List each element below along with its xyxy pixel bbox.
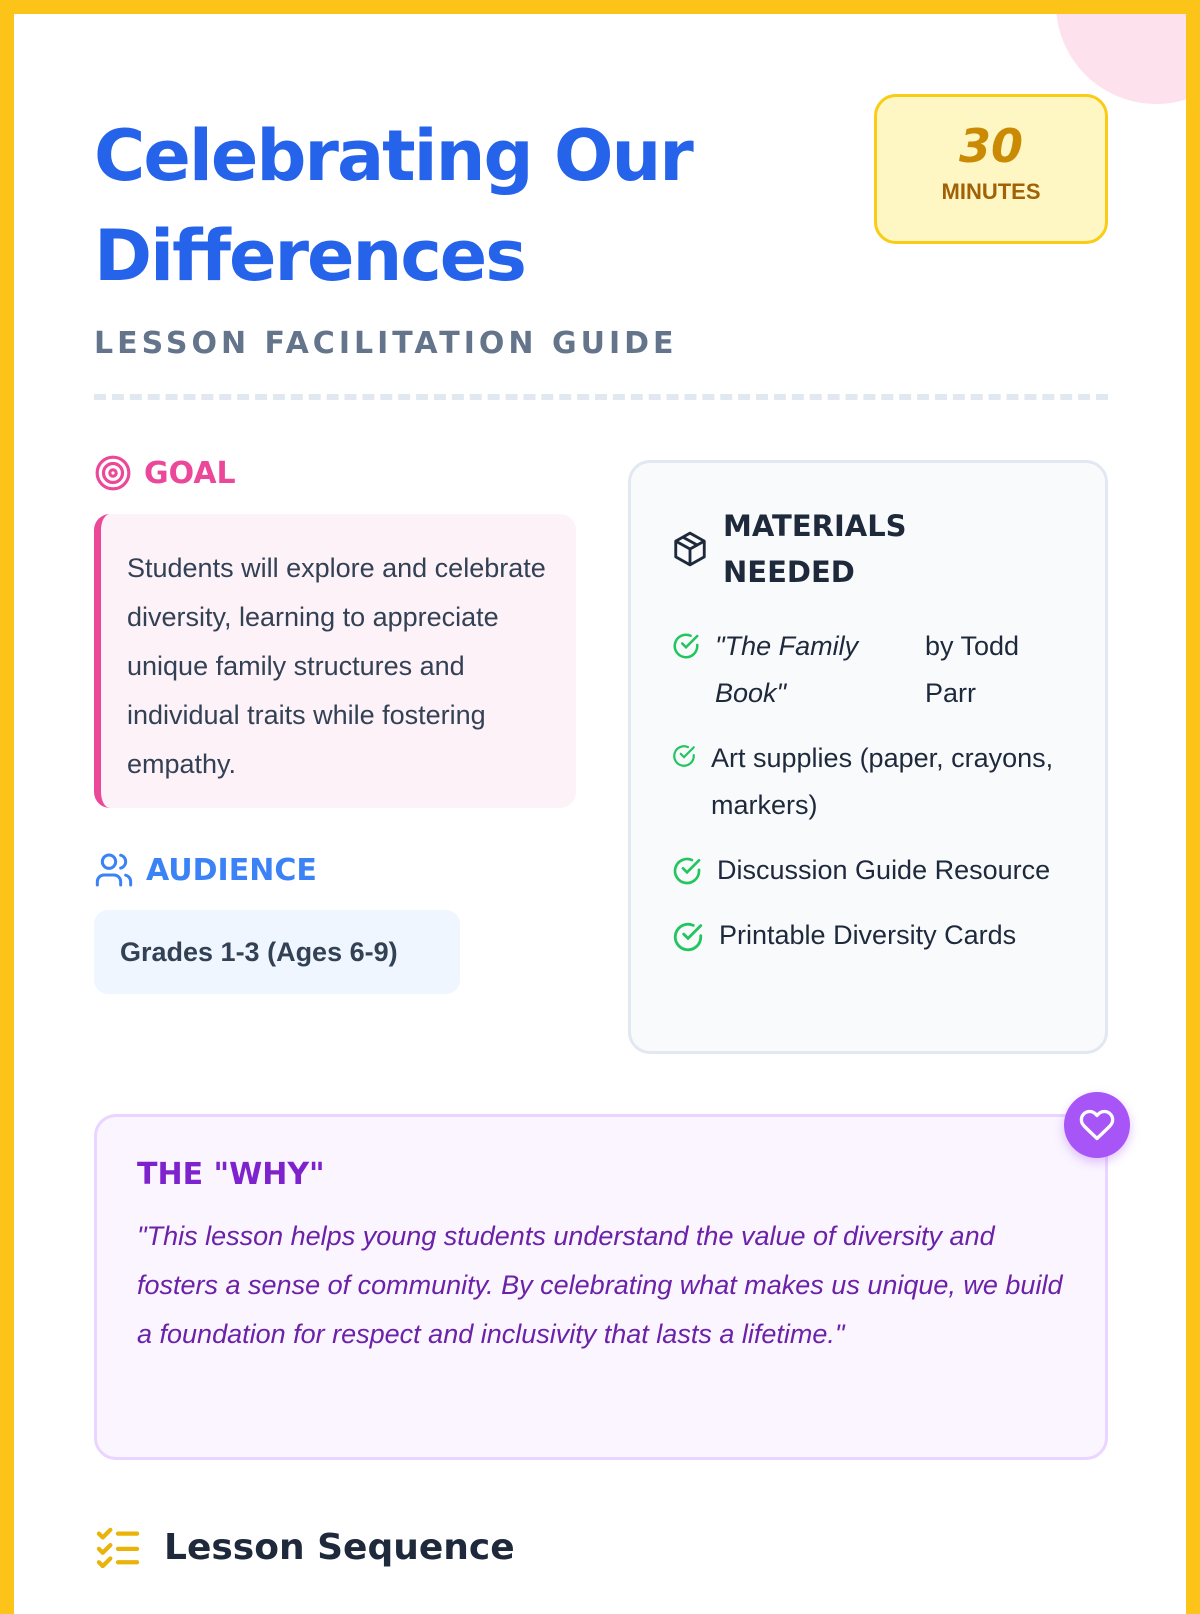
page-title: Celebrating Our Differences — [94, 115, 692, 297]
duration-value: 30 — [958, 119, 1023, 173]
package-icon — [671, 530, 709, 568]
why-card — [94, 1114, 1108, 1460]
target-icon — [94, 454, 132, 492]
check-circle-icon — [671, 855, 703, 887]
why-heading: THE "WHY" — [137, 1157, 325, 1192]
list-checks-icon — [94, 1526, 142, 1568]
materials-card — [628, 460, 1108, 1054]
lesson-sequence-heading — [94, 1526, 515, 1568]
duration-unit: MINUTES — [941, 179, 1041, 204]
list-item — [671, 623, 1081, 717]
goal-text: Students will explore and celebrate diversity, learning to appreciate unique family structures and individual traits while fostering empathy. — [94, 514, 576, 808]
heart-badge — [1064, 1092, 1130, 1158]
materials-heading — [671, 503, 963, 595]
header-divider — [94, 394, 1108, 400]
check-circle-icon — [671, 920, 705, 954]
decorative-corner-blob — [1056, 14, 1186, 104]
check-circle-icon — [671, 631, 701, 661]
materials-list — [671, 623, 1081, 977]
why-quote: "This lesson helps young students understand the value of diversity and fosters a sense of community. By celebrating what makes us unique, we build a foundation for respect and inclusivity that lasts a lifetime." — [137, 1221, 1063, 1349]
audience-value: Grades 1-3 (Ages 6-9) — [94, 910, 460, 994]
list-item — [671, 735, 1081, 829]
audience-heading — [94, 850, 317, 890]
goal-heading-label: GOAL — [144, 455, 236, 491]
book-title: "The Family Book" — [715, 631, 859, 708]
lesson-sequence-label: Lesson Sequence — [164, 1526, 515, 1568]
heart-icon — [1079, 1107, 1115, 1143]
lesson-page — [14, 14, 1186, 1614]
material-item-text: Printable Diversity Cards — [719, 920, 1017, 950]
users-icon — [94, 850, 134, 890]
page-subtitle: LESSON FACILITATION GUIDE — [94, 326, 678, 361]
goal-heading — [94, 454, 236, 492]
duration-badge — [874, 94, 1108, 244]
materials-heading-label: MATERIALS NEEDED — [723, 509, 907, 589]
list-item — [671, 912, 1081, 959]
material-item-text: Art supplies (paper, crayons, markers) — [711, 743, 1054, 820]
book-author: by Todd Parr — [925, 631, 1020, 708]
material-item-text: Discussion Guide Resource — [717, 855, 1051, 885]
audience-heading-label: AUDIENCE — [146, 852, 317, 888]
list-item — [671, 847, 1081, 894]
check-circle-icon — [671, 743, 697, 769]
